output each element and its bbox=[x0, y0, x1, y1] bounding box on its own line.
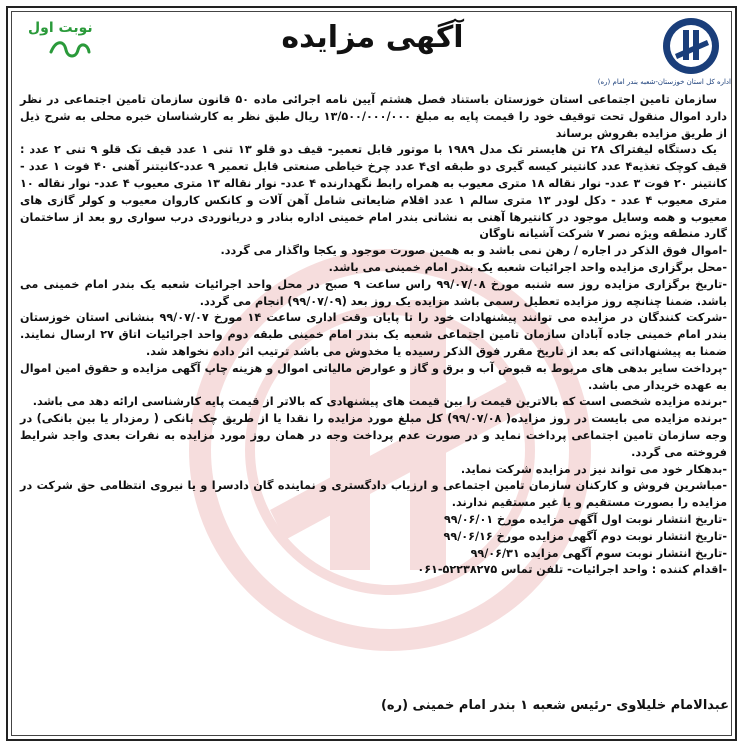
condition-4: - شرکت کنندگان در مزایده می توانند پیشنهادات خود را تا پایان وقت اداری ساعت ۱۴ مورخ ۹۹/۰۷/۰۷ بنشانی استان خوزستان بندر امام خمینی جاده آبادان سازمان تامین اجتماعی شعبه یک بندر امام خمینی طبقه دوم واحد اجرائیات اتاق ۲۷ ارسال نمایند. ضمنا به پیشنهاداتی که بعد از تاریخ مقرر فوق الذکر رسیده یا مخدوش می باشد ترتیب اثر داده نخواهد شد. bbox=[20, 310, 727, 360]
intro-paragraph: سازمان تامین اجتماعی استان خوزستان باستناد فصل هشتم آیین نامه اجرائی ماده ۵۰ قانون سازمان تامین اجتماعی در نظر دارد اموال منقول تحت توقیف خود را قیمت پایه به مبلغ ۱۳/۵۰۰/۰۰۰/۰۰۰ ریال طبق نظر به کارشناسان خبره محلی به شرح ذیل از طریق مزایده بفروش برساند bbox=[20, 93, 727, 140]
notice-title: آگهی مزایده bbox=[281, 20, 464, 55]
condition-8: - بدهکار خود می تواند نیز در مزایده شرکت نماید. bbox=[20, 462, 727, 479]
condition-7: - برنده مزایده می بایست در روز مزایده( ۹۹/۰۷/۰۸) کل مبلغ مورد مزایده را نقدا یا از طریق چک بانکی ( رمزدار یا بین بانکی) در وجه سازمان تامین اجتماعی پرداخت نماید و در صورت عدم پرداخت وجه در همان روز مورد مزایده به نفرات بعدی واجد شرایط فروخته می گردد. bbox=[20, 411, 727, 461]
condition-6: - برنده مزایده شخصی است که بالاترین قیمت را بین قیمت های پیشنهادی که بالاتر از قیمت پایه کارشناسی ارائه دهد می باشد. bbox=[20, 394, 727, 411]
third-publication-date: - تاریخ انتشار نوبت سوم آگهی مزایده ۹۹/۰۶/۳۱ bbox=[20, 546, 727, 563]
signature-line: عبدالامام خلیلاوی -رئیس شعبه ۱ بندر امام خمینی (ره) bbox=[380, 698, 729, 713]
condition-3: - تاریخ برگزاری مزایده روز سه شنبه مورخ ۹۹/۰۷/۰۸ راس ساعت ۹ صبح در محل واحد اجرائیات شعبه یک بندر امام خمینی می باشد. ضمنا چنانچه روز مزایده تعطیل رسمی باشد مزایده یک روز بعد (۹۹/۰۷/۰۹) انجام می گردد. bbox=[20, 277, 727, 311]
condition-1: - اموال فوق الذکر در اجاره / رهن نمی باشد و به همین صورت موجود و یکجا واگذار می گردد. bbox=[20, 243, 727, 260]
contact-info: - اقدام کننده : واحد اجرائیات- تلفن تماس ۵۲۲۳۸۲۷۵-۰۶۱ bbox=[20, 562, 727, 579]
notice-body bbox=[20, 92, 727, 579]
second-publication-date: - تاریخ انتشار نوبت دوم آگهی مزایده مورخ ۹۹/۰۶/۱۶ bbox=[20, 529, 727, 546]
first-publication-date: - تاریخ انتشار نوبت اول آگهی مزایده مورخ ۹۹/۰۶/۰۱ bbox=[20, 512, 727, 529]
logo-caption: اداره کل استان خوزستان-شعبه بندر امام (ره) bbox=[597, 78, 731, 86]
item-description: یک دستگاه لیفتراک ۲۸ تن هایستر تک مدل ۱۹۸۹ با موتور قابل تعمیر- قیف دو قلو ۱۳ تنی ۱ عدد قیف تک قلو ۹ تنی ۲ عدد : قیف کوچک تغذیه۴ عدد کانتینر کیسه گیری دو طبقه ای۴ عدد چرخ خیاطی صنعتی قابل تعمیر ۹ عدد-کانیتنر آهنی ۴۰ فوت ۱ عدد - کانتینر ۲۰ فوت ۳ عدد- نوار نقاله ۱۸ متری معیوب به همراه رابط نگهدارنده ۴ عدد- نوار نقاله ۱۳ متری معیوب ۴ عدد- نوار نقاله ۱۰ متری معیوب ۴ عدد - دکل لودر ۱۳ متری سالم ۱ عدد اقلام ضایعاتی شامل آهن آلات و کانکس کاروان معیوب و کولر گازی های معیوب و همه وسایل موجود در کانتیرها آهنی به نشانی بندر امام خمینی اداره بنادر و دریانوردی درب سواری رو بعد از ساختمان گارد منطقه ویژه نصر ۷ شرکت آشیانه ناوگان bbox=[20, 143, 728, 241]
badge-label: نوبت اول bbox=[28, 20, 93, 36]
condition-9: - مباشرین فروش و کارکنان سازمان تامین اجتماعی و ارزیاب دادگستری و نماینده گان دادسرا و یا نیروی انتظامی حق شرکت در مزایده را بصورت مستقیم و یا غیر مستقیم ندارند. bbox=[20, 478, 727, 512]
condition-2: - محل برگزاری مزایده واحد اجرائیات شعبه یک بندر امام خمینی می باشد. bbox=[20, 260, 727, 277]
condition-5: - پرداخت سایر بدهی های مربوط به قبوض آب و برق و گاز و عوارض مالیاتی اموال و هزینه چاپ آگهی مزایده و حقوق امین اموال به عهده خریدار می باشد. bbox=[20, 361, 727, 395]
